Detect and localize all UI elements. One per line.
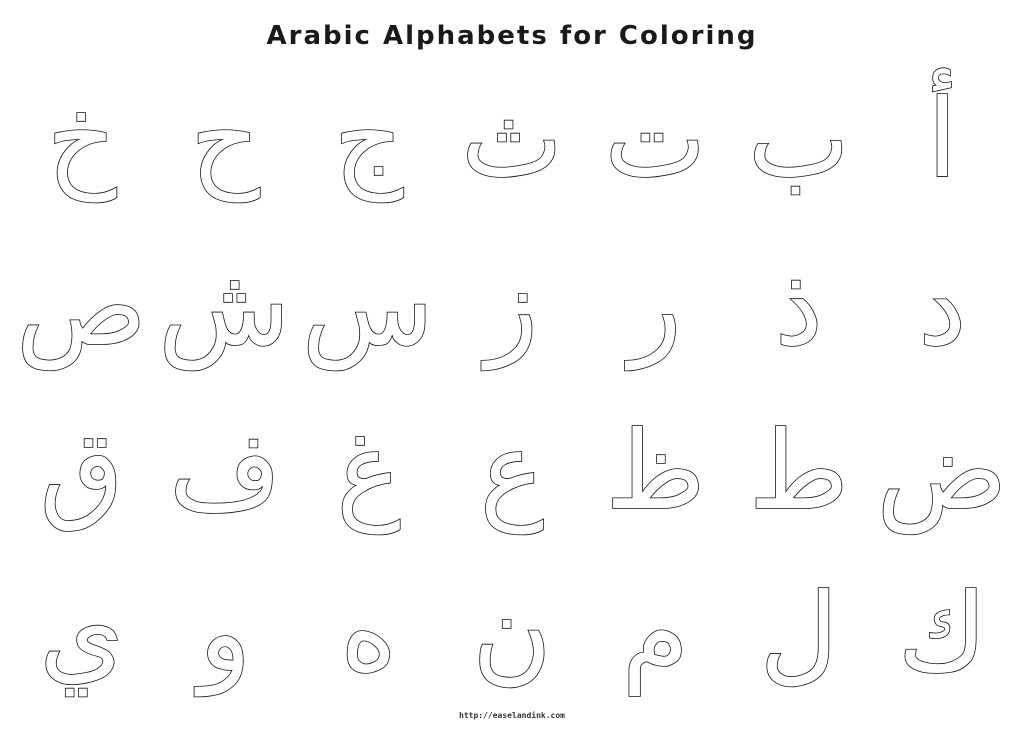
letter-lam: ل — [759, 571, 839, 696]
letter-fa: ف — [169, 409, 282, 534]
letter-ghain: غ — [336, 409, 401, 534]
letter-tah: ط — [748, 409, 849, 534]
letter-sin: س — [301, 245, 434, 370]
letter-dad: ض — [876, 409, 1008, 534]
letter-ta: ت — [604, 77, 707, 202]
alphabet-grid — [0, 60, 1024, 700]
letter-dal: د — [918, 245, 967, 370]
letter-ya: ي — [39, 571, 124, 696]
letter-ha: ح — [190, 77, 260, 202]
letter-ha-end: ه — [340, 571, 397, 696]
letter-shin: ش — [158, 245, 291, 370]
letter-ba: ب — [747, 77, 850, 202]
letter-waw: و — [199, 571, 252, 696]
letter-kaf: ك — [897, 571, 987, 696]
letter-mim: م — [621, 571, 689, 696]
alphabet-row — [0, 554, 1024, 714]
footer-url: http://easelandink.com — [459, 711, 565, 720]
alphabet-row — [0, 392, 1024, 552]
alphabet-row — [0, 228, 1024, 388]
letter-tha: ث — [461, 77, 563, 202]
letter-zah: ظ — [605, 409, 706, 534]
letter-kha: خ — [46, 77, 117, 202]
alphabet-row — [0, 60, 1024, 220]
letter-sad: ص — [16, 245, 147, 370]
letter-jim: ج — [333, 77, 404, 202]
letter-dhal: ذ — [774, 245, 823, 370]
letter-qaf: ق — [39, 409, 124, 534]
letter-ain: ع — [479, 409, 545, 534]
page-title: Arabic Alphabets for Coloring — [266, 21, 758, 51]
letter-ra: ر — [629, 245, 682, 370]
letter-alif-hamza: أ — [927, 77, 958, 202]
letter-zay: ز — [485, 245, 539, 370]
letter-nun: ن — [472, 571, 552, 696]
